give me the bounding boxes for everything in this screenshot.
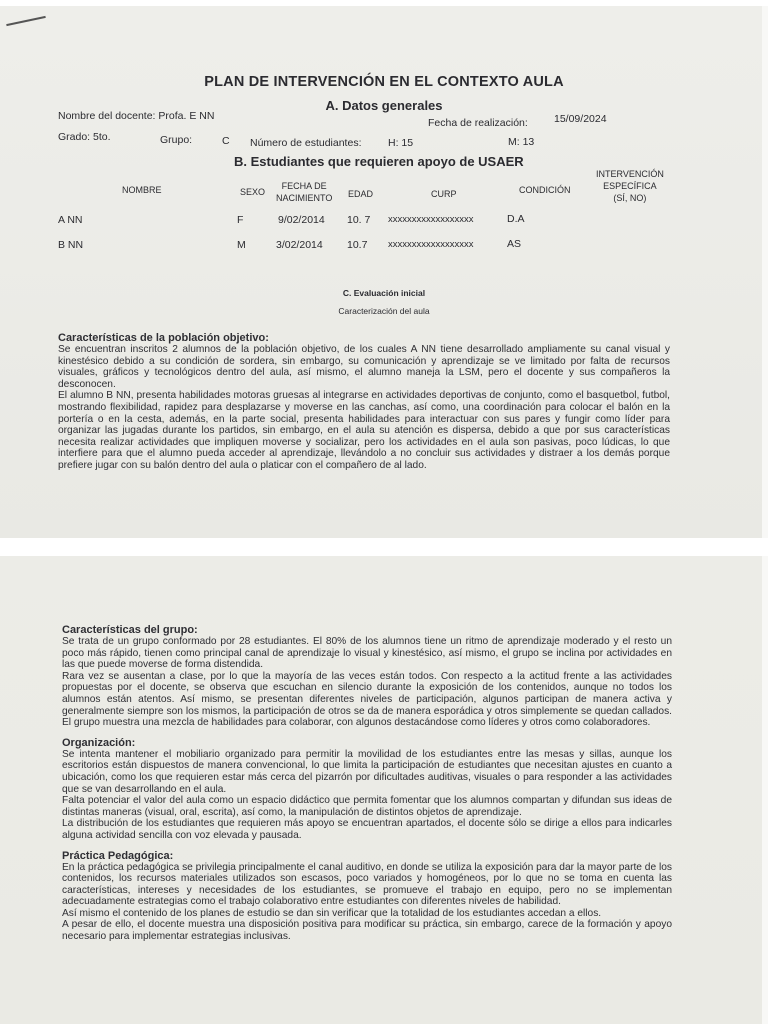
col-intervencion: INTERVENCIÓN ESPECÍFICA (SÍ, NO) — [596, 169, 664, 203]
section-b-title: B. Estudiantes que requieren apoyo de USAER — [234, 154, 524, 169]
document-body-page-2 — [62, 624, 672, 943]
col-edad: EDAD — [348, 189, 374, 199]
grupo-paragraph-2: Rara vez se ausentan a clase, por lo que la mayoría de las veces están todos. Con respecto a la actitud frente a las actividades propuestas por el docente, se observa que escuchan en silencio durante la exposición de los contenidos, aunque no todos los alumnos están atentos. Así mismo, se presentan diferentes niveles de participación, algunos participan de manera activa y generalmente siempre son los mismos, la participación de otros se da de manera esporádica y otros simplemente se quedan callados. El grupo muestra una mezcla de habilidades para colaborar, con algunos destacándose como líderes y otros como colaboradores. — [62, 670, 672, 729]
grado-label: Grado: — [58, 131, 91, 143]
col-sexo: SEXO — [240, 187, 266, 197]
row1-sexo: F — [237, 214, 244, 226]
grupo-heading: Características del grupo: — [62, 624, 198, 636]
row1-edad: 10. 7 — [347, 214, 371, 226]
document-title: PLAN DE INTERVENCIÓN EN EL CONTEXTO AULA — [204, 74, 564, 90]
practica-paragraph-3: A pesar de ello, el docente muestra una disposición positiva para modificar su práctica, sin embargo, carece de la formación y apoyo necesario para implementar estrategias inclusivas. — [62, 919, 672, 943]
section-c-subtitle: Caracterización del aula — [338, 306, 430, 316]
pen-mark — [6, 16, 46, 26]
row2-curp: xxxxxxxxxxxxxxxxxx — [388, 239, 474, 250]
col-condicion: CONDICIÓN — [519, 185, 571, 195]
grupo-value: C — [222, 135, 230, 147]
row2-edad: 10.7 — [347, 239, 368, 251]
fecha-value: 15/09/2024 — [554, 113, 607, 125]
row2-nombre: B NN — [58, 239, 84, 251]
hombres-value: H: 15 — [388, 137, 414, 149]
poblacion-paragraph-2: El alumno B NN, presenta habilidades motoras gruesas al integrarse en actividades deportivas de conjunto, como el basquetbol, futbol, mostrando flexibilidad, rapidez para desplazarse y moverse en las canchas, así como, una coordinación para colocar el balón en la portería o en la cesta, además, en la parte social, presenta habilidades para interactuar con sus pares y fungir como líder para organizar las jugadas durante los partidos, sin embargo, en el aula su atención es dispersa, debido a que por sus características necesita realizar actividades que impliquen moverse y socializar, pero los actividades en el aula son pasivas, poco lúdicas, lo que interfiere para que el alumno pueda acceder al aprendizaje, llevándolo a no concluir sus actividades y distraer a los demás porque prefiere jugar con su balón dentro del aula o platicar con el compañero de al lado. — [58, 390, 670, 471]
grupo-label: Grupo: — [160, 134, 193, 146]
organizacion-paragraph-3: La distribución de los estudiantes que requieren más apoyo se encuentran apartados, el docente sólo se dirige a ellos para indicarles alguna actividad sencilla con voz elevada y pausada. — [62, 818, 672, 841]
practica-paragraph-2: Así mismo el contenido de los planes de estudio se dan sin verificar que la totalidad de los estudiantes accedan a ellos. — [62, 907, 602, 919]
grupo-paragraph-1: Se trata de un grupo conformado por 28 estudiantes. El 80% de los alumnos tiene un ritmo de aprendizaje moderado y el resto un poco más rápido, tienen como principal canal de aprendizaje lo visual y kinestésico, así mismo, el grupo se inclina por actividades en las que puede moverse de forma distendida. — [62, 636, 672, 671]
col-curp: CURP — [431, 189, 457, 199]
organizacion-paragraph-1: Se intenta mantener el mobiliario organizado para permitir la movilidad de los estudiantes entre las mesas y sillas, aunque los escritorios están dispuestos de manera convencional, lo que limita la participación de estudiantes que necesitan ajustes en cuanto a ubicación, como los que requieren estar más cerca del pizarrón por dificultades auditivas, visuales o para responder a las actividades que se van desarrollando en el aula. — [62, 748, 672, 795]
row1-condicion: D.A — [507, 213, 525, 225]
row2-condicion: AS — [507, 238, 522, 250]
row1-fecha: 9/02/2014 — [278, 214, 325, 226]
col-nombre: NOMBRE — [122, 185, 162, 195]
page-edge — [762, 556, 768, 1024]
poblacion-heading: Características de la población objetivo: — [58, 332, 269, 344]
document-page-2 — [0, 556, 768, 1024]
practica-heading: Práctica Pedagógica: — [62, 849, 174, 862]
docente-value: Profa. E NN — [158, 110, 215, 122]
docente-row — [58, 110, 214, 122]
section-a-title: A. Datos generales — [325, 98, 443, 113]
mujeres-value: M: 13 — [508, 136, 535, 148]
col-fecha: FECHA DE NACIMIENTO — [276, 181, 333, 203]
row1-nombre: A NN — [58, 214, 83, 226]
practica-paragraph-1: En la práctica pedagógica se privilegia principalmente el canal auditivo, en donde se utiliza la exposición para dar la mayor parte de los contenidos, los recursos materiales utilizados son escasos, poco variados y homogéneos, por lo que no se toma en cuenta las características, intereses y necesidades de los estudiantes, se promueve el trabajo en equipo, pero no se implementan adecuadamente estrategias como el trabajo colaborativo entre estudiantes con diferentes niveles de habilidad. — [62, 861, 672, 908]
poblacion-section — [58, 332, 670, 472]
grado-row — [58, 131, 111, 143]
poblacion-paragraph-1: Se encuentran inscritos 2 alumnos de la población objetivo, de los cuales A NN tiene desarrollado ampliamente su canal visual y kinestésico debido a su condición de sordera, sin embargo, su comunicación y aprendizaje se ve limitado por falta de recursos visuales, gráficos y tecnológicos dentro del aula, así mismo, el alumno maneja la LSM, pero el docente y sus compañeros la desconocen. — [58, 344, 670, 390]
organizacion-heading: Organización: — [62, 736, 136, 749]
row2-sexo: M — [237, 239, 246, 251]
num-estudiantes-label: Número de estudiantes: — [250, 137, 362, 149]
row2-fecha: 3/02/2014 — [276, 239, 323, 251]
fecha-label: Fecha de realización: — [428, 117, 528, 129]
organizacion-paragraph-2: Falta potenciar el valor del aula como un espacio didáctico que permita fomentar que los alumnos compartan y difundan sus ideas de distintas maneras (visual, oral, escrita), así como, la manipulación de distintos objetos de aprendizaje. — [62, 795, 672, 818]
row1-curp: xxxxxxxxxxxxxxxxxx — [388, 214, 474, 225]
docente-label: Nombre del docente: — [58, 110, 156, 122]
section-c-title: C. Evaluación inicial — [342, 288, 426, 298]
document-page-1 — [0, 6, 768, 538]
grado-value: 5to. — [93, 131, 111, 143]
